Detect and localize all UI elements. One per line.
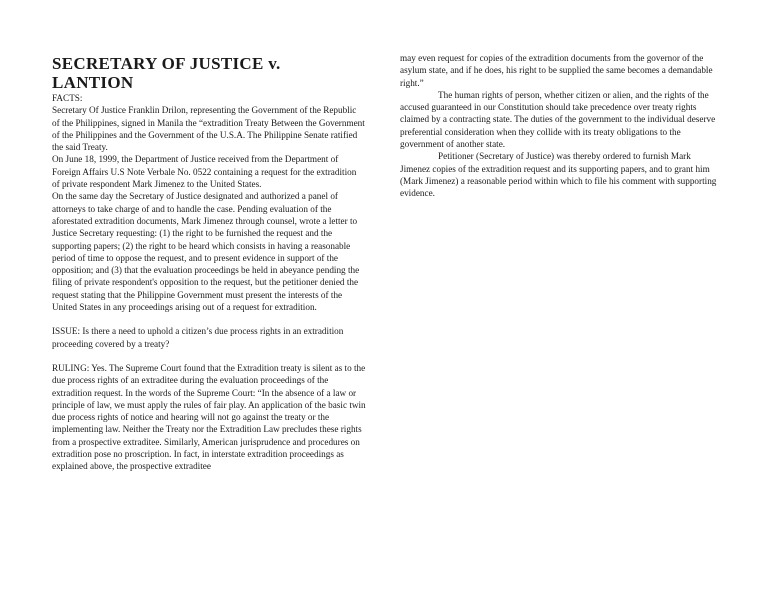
ruling-continued-paragraph: may even request for copies of the extradition documents from the governor of the asylum state, and if he does, his right to be supplied the same becomes a demandable right.”: [400, 53, 713, 88]
ruling-paragraph: RULING: Yes. The Supreme Court found that the Extradition treaty is silent as to the due process rights of an extraditee during the evaluation proceedings of the extradition request. In the words of the Supreme Court: “In the absence of a law or principle of law, we must apply the rules of fair play. An application of the basic twin due process rights of notice and hearing will not go against the treaty or the implementing law. Neither the Treaty nor the Extradition Law precludes these rights from a prospective extraditee. Similarly, American jurisprudence and procedures on extradition pose no proscription. In fact, in interstate extradition proceedings as explained above, the prospective extraditee: [52, 362, 366, 472]
case-title: SECRETARY OF JUSTICE v. LANTION: [52, 54, 281, 92]
order-paragraph: Petitioner (Secretary of Justice) was thereby ordered to furnish Mark Jimenez copies of the extradition request and its supporting papers, and to grant him (Mark Jimenez) a reasonable period within which to file his comment with supporting evidence.: [400, 151, 717, 199]
right-column: [400, 52, 718, 200]
human-rights-paragraph: The human rights of person, whether citizen or alien, and the rights of the accused guaranteed in our Constitution should take precedence over treaty rights claimed by a contracting state. The duties of the government to the individual deserve preferential consideration when they collide with its treaty obligations to the government of another state.: [400, 89, 716, 150]
facts-paragraph-3: On the same day the Secretary of Justice designated and authorized a panel of attorneys to take charge of and to handle the case. Pending evaluation of the aforestated extradition documents, Mark Jimenez through counsel, wrote a letter to Justice Secretary requesting: (1) the right to be furnished the request and the supporting papers; (2) the right to be heard which consists in having a reasonable period of time to oppose the request, and to present evidence in support of the opposition; and (3) that the evaluation proceedings be held in abeyance pending the filing of private respondent's opposition to the request, but the petitioner denied the request stating that the Philippine Government must present the interests of the United States in any proceedings arising out of a request for extradition.: [52, 191, 360, 313]
facts-label: FACTS:: [52, 93, 83, 103]
left-text: [52, 92, 366, 473]
right-text: [400, 52, 718, 200]
facts-paragraph-1: Secretary Of Justice Franklin Drilon, representing the Government of the Republic of the Philippines, signed in Manila the “extradition Treaty Between the Government of the Philippines and the Government of the U.S.A. The Philippine Senate ratified the said Treaty.: [52, 105, 365, 153]
facts-paragraph-2: On June 18, 1999, the Department of Justice received from the Department of Foreign Affairs U.S Note Verbale No. 0522 containing a request for the extradition of private respondent Mark Jimenez to the United States.: [52, 154, 357, 190]
issue-paragraph: ISSUE: Is there a need to uphold a citizen’s due process rights in an extradition proceeding covered by a treaty?: [52, 326, 344, 349]
left-column: [52, 0, 366, 473]
